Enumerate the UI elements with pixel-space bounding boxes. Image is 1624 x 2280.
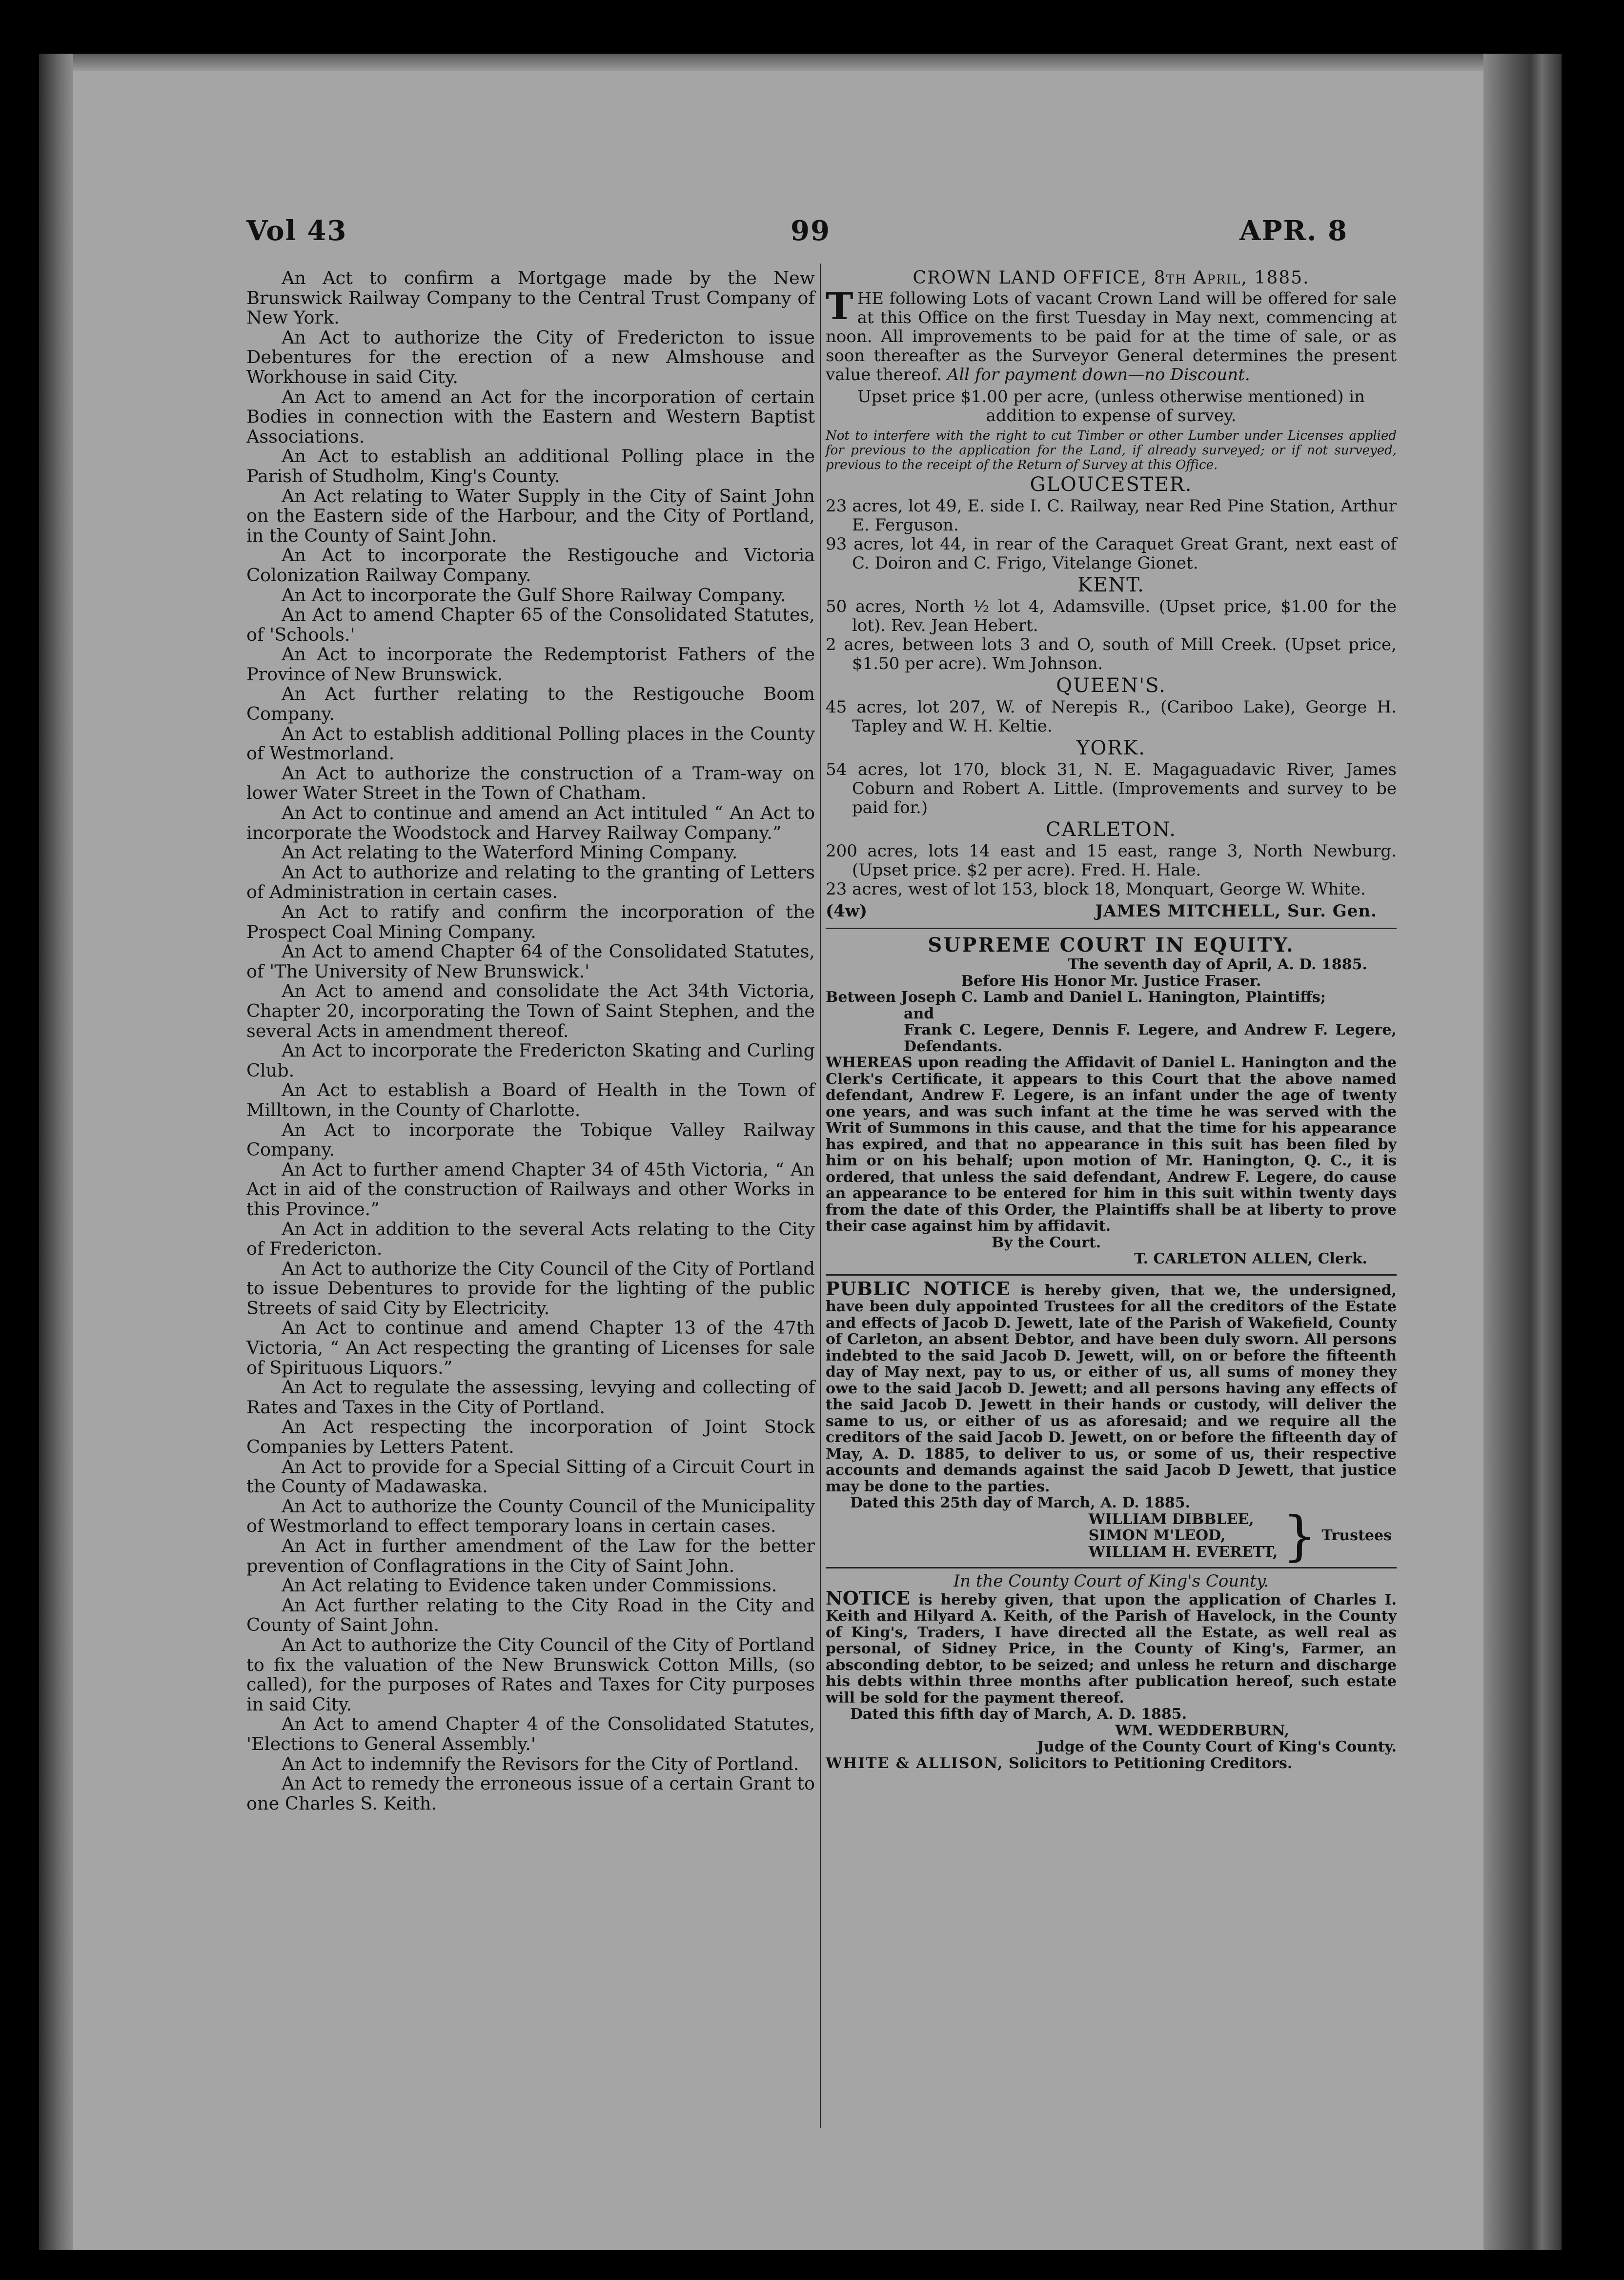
act-item: An Act to further amend Chapter 34 of 45th Victoria, “ An Act in aid of the construction of Railways and other Works in this Province.” <box>246 1159 815 1220</box>
act-item: An Act relating to Evidence taken under Commissions. <box>282 1575 777 1596</box>
act-item: An Act to authorize and relating to the granting of Letters of Administration in certain cases. <box>246 861 815 903</box>
whereas: WHEREAS <box>826 1054 913 1071</box>
act-item: An Act to amend Chapter 4 of the Consolidated Statutes, 'Elections to General Assembly.' <box>246 1713 815 1754</box>
gazette-page <box>39 54 1562 2250</box>
by-the-court: By the Court. <box>992 1234 1101 1251</box>
act-item: An Act to authorize the County Council of the Municipality of Westmorland to effect temporary loans in certain cases. <box>246 1495 815 1537</box>
county-heading: CARLETON. <box>1046 818 1177 841</box>
trustees-notice <box>826 1277 1397 1567</box>
county-court-dated: Dated this fifth day of March, A. D. 1885. <box>850 1706 1187 1723</box>
public-notice-dated: Dated this 25th day of March, A. D. 1885. <box>850 1494 1191 1511</box>
act-item: An Act to incorporate the Gulf Shore Railway Company. <box>282 584 786 606</box>
county-heading: KENT. <box>1077 574 1145 596</box>
lot-entry: 200 acres, lots 14 east and 15 east, range 3, North Newburg. (Upset price. $2 per acre). Fred. H. Hale. <box>826 841 1397 880</box>
acts-list <box>246 268 815 1813</box>
upset-price: Upset price $1.00 per acre, (unless otherwise mentioned) in addition to expense of survey. <box>857 387 1365 426</box>
public-notice-lead: PUBLIC NOTICE <box>826 1277 1011 1300</box>
act-item: An Act to amend Chapter 65 of the Consolidated Statutes, of 'Schools.' <box>246 604 815 645</box>
page-right-edge <box>1483 54 1562 2250</box>
drop-cap: T <box>826 285 853 328</box>
section-rule <box>826 1274 1397 1276</box>
act-item: An Act relating to the Waterford Mining Company. <box>282 842 738 863</box>
county-heading: YORK. <box>1076 737 1146 759</box>
act-item: An Act to amend and consolidate the Act 34th Victoria, Chapter 20, incorporating the Town of Saint Stephen, and the several Acts in amendment thereof. <box>246 980 815 1041</box>
act-item: An Act to provide for a Special Sitting of a Circuit Court in the County of Madawaska. <box>246 1456 815 1497</box>
crown-land-notice <box>826 268 1397 921</box>
notice-lead: NOTICE <box>826 1587 911 1609</box>
act-item: An Act in further amendment of the Law for the better prevention of Conflagrations in the City of Saint John. <box>246 1535 815 1576</box>
court-defendants: Frank C. Legere, Dennis F. Legere, and Andrew F. Legere, Defendants. <box>904 1021 1397 1055</box>
act-item: An Act to remedy the erroneous issue of a certain Grant to one Charles S. Keith. <box>246 1773 815 1814</box>
supreme-court-notice <box>826 934 1397 1267</box>
lot-entry: 23 acres, lot 49, E. side I. C. Railway, near Red Pine Station, Arthur E. Ferguson. <box>826 496 1397 535</box>
court-clerk: T. CARLETON ALLEN, Clerk. <box>1134 1250 1367 1267</box>
lot-entry: 93 acres, lot 44, in rear of the Caraquet Great Grant, next east of C. Doiron and C. Frigo, Vitelange Gionet. <box>826 534 1397 573</box>
surveyor-signature: JAMES MITCHELL, Sur. Gen. <box>1095 901 1377 921</box>
act-item: An Act respecting the incorporation of Joint Stock Companies by Letters Patent. <box>246 1416 815 1458</box>
act-item: An Act to indemnify the Revisors for the City of Portland. <box>282 1753 799 1774</box>
volume-label: Vol 43 <box>246 215 347 247</box>
timber-clause: Not to interfere with the right to cut Timber or other Lumber under Licenses applied for previous to the application for the Land, if already surveyed; or if not surveyed, previous to the receipt of the Return of Survey at this Office. <box>826 428 1397 472</box>
act-item: An Act to establish additional Polling places in the County of Westmorland. <box>246 723 815 764</box>
lot-entry: 50 acres, North ½ lot 4, Adamsville. (Upset price, $1.00 for the lot). Rev. Jean Hebert. <box>826 597 1397 635</box>
court-date: The seventh day of April, A. D. 1885. <box>1068 956 1367 973</box>
notices-column <box>826 268 1397 1771</box>
page-top-shadow <box>39 54 1562 71</box>
lot-entry: 2 acres, between lots 3 and O, south of Mill Creek. (Upset price, $1.50 per acre). Wm Johnson. <box>826 635 1397 673</box>
act-item: An Act to incorporate the Tobique Valley Railway Company. <box>246 1119 815 1160</box>
public-notice-body: PUBLIC NOTICE is hereby given, that we, the undersigned, have been duly appointed Trustees for all the creditors of the Estate and effects of Jacob D. Jewett, late of the Parish of Wakefield, County of Carleton, an absent Debtor, and have been duly sworn. All persons indebted to the said Jacob D. Jewett, will, on or before the fifteenth day of May next, pay to us, or either of us, all sums of money they owe to the said Jacob D. Jewett; and all persons having any effects of the said Jacob D. Jewett in their hands or custody, will deliver the same to us, or either of us as aforesaid; and we require all the creditors of the said Jacob D. Jewett, on or before the fifteenth day of May, A. D. 1885, to deliver to us, or some of us, their respective accounts and demands against the said Jacob D Jewett, that justice may be done to the parties. <box>826 1277 1397 1495</box>
trustee-name: SIMON M'LEOD, <box>1088 1527 1226 1544</box>
payment-terms: All for payment down—no Discount. <box>947 365 1250 385</box>
trustees-label: Trustees <box>1321 1527 1392 1544</box>
act-item: An Act to incorporate the Redemptorist Fathers of the Province of New Brunswick. <box>246 644 815 685</box>
act-item: An Act to establish an additional Polling place in the Parish of Studholm, King's County. <box>246 446 815 487</box>
issue-date: APR. 8 <box>1239 215 1348 247</box>
crown-land-signature-row <box>826 902 1397 921</box>
county-court-notice <box>826 1573 1397 1771</box>
crown-land-title: CROWN LAND OFFICE, 8th April, 1885. <box>913 268 1310 288</box>
insertion-mark: (4w) <box>826 901 868 921</box>
act-item: An Act to amend Chapter 64 of the Consolidated Statutes, of 'The University of New Brunswick.' <box>246 941 815 982</box>
act-item: An Act to continue and amend Chapter 13 of the 47th Victoria, “ An Act respecting the granting of Licenses for sale of Spirituous Liquors.” <box>246 1317 815 1378</box>
act-item: An Act to amend an Act for the incorporation of certain Bodies in connection with the Eastern and Western Baptist Associations. <box>246 386 815 447</box>
act-item: An Act to regulate the assessing, levying and collecting of Rates and Taxes in the City of Portland. <box>246 1377 815 1418</box>
court-and: and <box>904 1005 934 1022</box>
section-rule <box>826 1567 1397 1568</box>
section-rule <box>826 928 1397 929</box>
act-item: An Act to incorporate the Fredericton Skating and Curling Club. <box>246 1040 815 1081</box>
trustee-name: WILLIAM H. EVERETT, <box>1088 1543 1278 1561</box>
trustee-name: WILLIAM DIBBLEE, <box>1088 1510 1254 1528</box>
lot-entry: 23 acres, west of lot 153, block 18, Monquart, George W. White. <box>826 879 1366 899</box>
act-item: An Act relating to Water Supply in the City of Saint John on the Eastern side of the Harbour, and the City of Portland, in the County of Saint John. <box>246 485 815 546</box>
act-item: An Act to authorize the City Council of the City of Portland to issue Debentures to provide for the lighting of the public Streets of said City by Electricity. <box>246 1258 815 1319</box>
column-rule <box>820 264 821 2128</box>
judge-name: WM. WEDDERBURN, <box>1115 1722 1289 1739</box>
act-item: An Act further relating to the City Road in the City and County of Saint John. <box>246 1594 815 1636</box>
county-court-body: NOTICE is hereby given, that upon the application of Charles I. Keith and Hilyard A. Keith, of the Parish of Havelock, in the County of King's, Traders, I have directed all the Estate, as well real as personal, of Sidney Price, in the County of King's, Farmer, an absconding debtor, to be seized; and unless he return and discharge his debts within three months after publication hereof, such estate will be sold for the payment thereof. <box>826 1587 1397 1707</box>
act-item: An Act to confirm a Mortgage made by the New Brunswick Railway Company to the Central Trust Company of New York. <box>246 267 815 328</box>
act-item: An Act to continue and amend an Act intituled “ An Act to incorporate the Woodstock and Harvey Railway Company.” <box>246 802 815 843</box>
act-item: An Act further relating to the Restigouche Boom Company. <box>246 683 815 725</box>
trustees-signatures <box>826 1504 1397 1567</box>
page-binding-shadow <box>39 54 73 2250</box>
page-number: 99 <box>791 215 831 247</box>
act-item: An Act in addition to the several Acts relating to the City of Fredericton. <box>246 1218 815 1260</box>
court-title: SUPREME COURT IN EQUITY. <box>928 934 1295 957</box>
crown-land-intro: THE following Lots of vacant Crown Land will be offered for sale at this Office on the first Tuesday in May next, commencing at noon. All improvements to be paid for at the time of sale, or as soon thereafter as the Surveyor General determines the present value thereof. All for payment down—no Discount. <box>826 285 1397 385</box>
act-item: An Act to ratify and confirm the incorporation of the Prospect Coal Mining Company. <box>246 901 815 942</box>
lot-entry: 54 acres, lot 170, block 31, N. E. Magaguadavic River, James Coburn and Robert A. Little. (Improvements and survey to be paid for.) <box>826 760 1397 817</box>
county-heading: QUEEN'S. <box>1056 674 1166 697</box>
trustee-names <box>1089 1511 1278 1561</box>
lot-entry: 45 acres, lot 207, W. of Nerepis R., (Cariboo Lake), George H. Tapley and W. H. Keltie. <box>826 697 1397 736</box>
court-between: Between Joseph C. Lamb and Daniel L. Hanington, Plaintiffs; <box>826 989 1326 1006</box>
solicitors-line: WHITE & ALLISON, Solicitors to Petitioning Creditors. <box>826 1754 1293 1772</box>
brace-glyph: } <box>1282 1504 1317 1567</box>
solicitors-name: WHITE & ALLISON, <box>826 1754 1004 1772</box>
act-item: An Act to authorize the City Council of the City of Portland to fix the valuation of the New Brunswick Cotton Mills, (so called), for the purposes of Rates and Taxes for City purposes in said City. <box>246 1634 815 1715</box>
act-item: An Act to authorize the City of Fredericton to issue Debentures for the erection of a new Almshouse and Workhouse in said City. <box>246 326 815 387</box>
judge-title: Judge of the County Court of King's County. <box>1036 1738 1397 1755</box>
act-item: An Act to establish a Board of Health in the Town of Milltown, in the County of Charlotte. <box>246 1079 815 1120</box>
county-heading: GLOUCESTER. <box>1030 473 1193 496</box>
court-body: WHEREAS upon reading the Affidavit of Daniel L. Hanington and the Clerk's Certificate, it appears to this Court that the above named defendant, Andrew F. Legere, is an infant under the age of twenty one years, and was such infant at the time he was served with the Writ of Summons in this cause, and that the time for his appearance has expired, and that no appearance in this suit has been filed by him or on his behalf; upon motion of Mr. Hanington, Q. C., it is ordered, that unless the said defendant, Andrew F. Legere, do cause an appearance to be entered for him in this suit within twenty days from the date of this Order, the Plaintiffs shall be at liberty to prove their case against him by affidavit. <box>826 1054 1397 1235</box>
act-item: An Act to authorize the construction of a Tram-way on lower Water Street in the Town of Chatham. <box>246 762 815 804</box>
court-before: Before His Honor Mr. Justice Fraser. <box>961 972 1261 990</box>
act-item: An Act to incorporate the Restigouche and Victoria Colonization Railway Company. <box>246 545 815 586</box>
county-court-title: In the County Court of King's County. <box>953 1571 1269 1591</box>
